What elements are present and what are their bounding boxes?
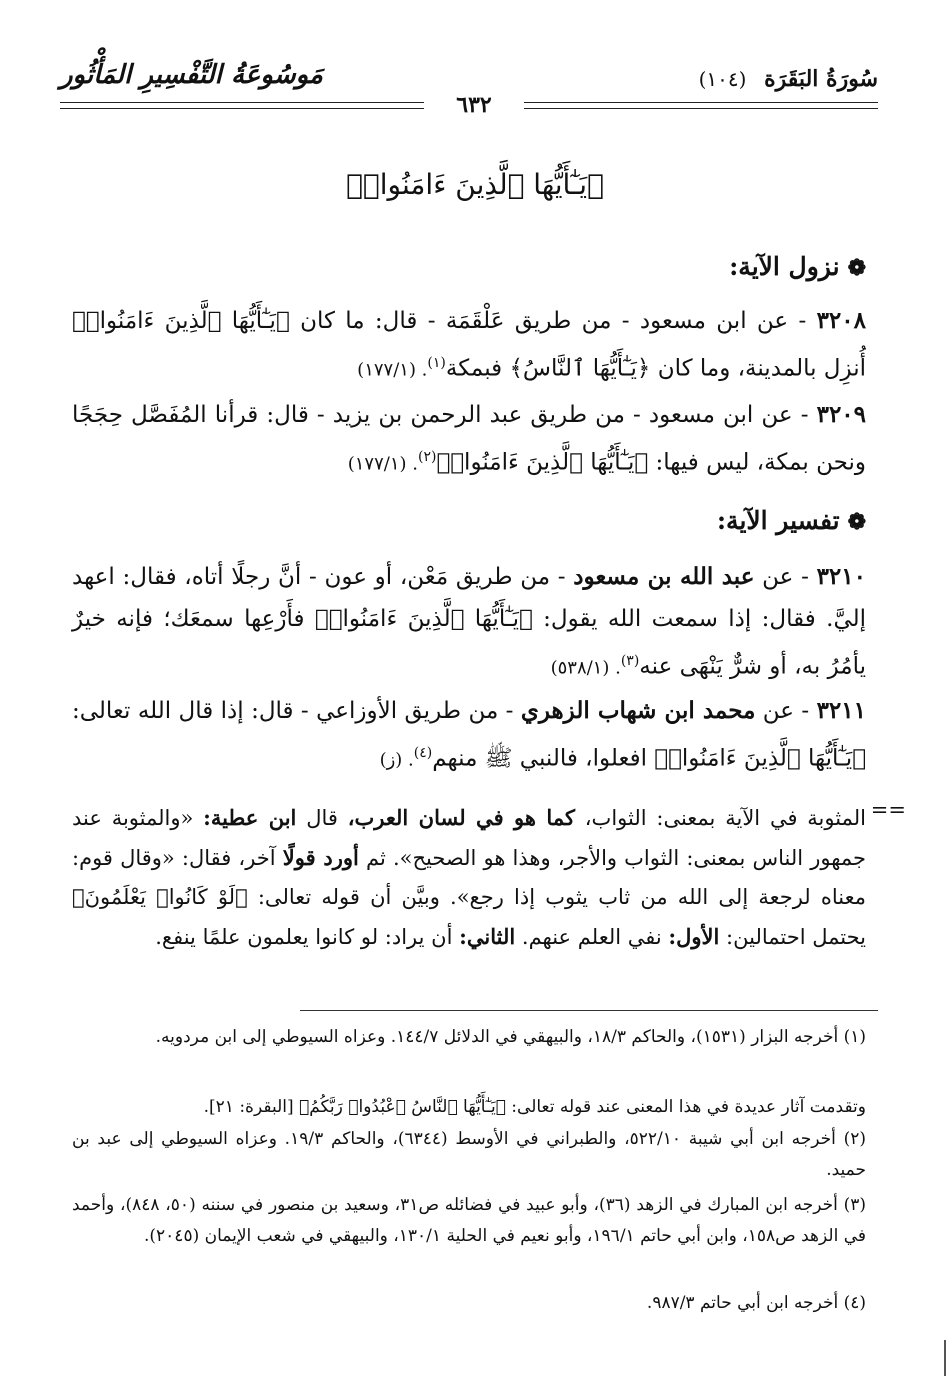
section-heading-nuzul bbox=[729, 252, 866, 281]
footnote-marker: (٤) bbox=[413, 745, 433, 761]
note-text: أن يراد: لو كانوا يعلمون علمًا ينفع. bbox=[155, 925, 453, 949]
footnote-1: (١) أخرجه البزار (١٥٣١)، والحاكم ١٨/٣، والبيهقي في الدلائل ١٤٤/٧. وعزاه السيوطي إلى ابن مردويه. bbox=[155, 1027, 866, 1047]
note-bold: كما هو في لسان العرب، bbox=[347, 805, 575, 830]
footnote-4: (٤) أخرجه ابن أبي حاتم ٩٨٧/٣. bbox=[646, 1293, 866, 1313]
quran-quote: ﴿يَـٰٓأَيُّهَا ٱلَّذِينَ ءَامَنُوا۟﴾ bbox=[436, 449, 649, 476]
entry-text: فبمكة bbox=[445, 355, 503, 382]
entry-3208 bbox=[72, 300, 866, 392]
footnote-marker: (٢) bbox=[417, 449, 437, 465]
quran-quote: ﴿يَـٰٓأَيُّهَا ٱلَّذِينَ ءَامَنُوا۟﴾ bbox=[654, 745, 866, 772]
section-heading-label: تفسير الآية: bbox=[716, 506, 840, 535]
entry-3210 bbox=[72, 556, 866, 690]
entry-text: فأَرْعِها سمعَك؛ فإنه خيرٌ يأمُرُ به، أو شرٌّ يَنْهَى عنه bbox=[72, 606, 866, 680]
note-bold: ابن عطية: bbox=[203, 805, 297, 830]
footnote-2: (٢) أخرجه ابن أبي شيبة ٥٢٢/١٠، والطبراني في الأوسط (٦٣٤٤)، والحاكم ١٩/٣. وعزاه السيوطي إلى عبد بن حميد. bbox=[72, 1129, 866, 1180]
volume-reference: . (ز) bbox=[379, 749, 414, 771]
flower-icon: ❁ bbox=[847, 509, 866, 535]
quran-quote: ﴿لَوْ كَانُوا۟ يَعْلَمُونَ﴾ bbox=[72, 885, 248, 909]
note-bold: أورد قولًا bbox=[282, 845, 359, 870]
footnote-text: [البقرة: ٢١]. bbox=[203, 1097, 294, 1117]
entry-text: - عن ابن مسعود - من طريق عَلْقَمَة - قال: ما كان bbox=[300, 308, 807, 334]
entry-text: - عن ابن مسعود - من طريق عبد الرحمن بن يزيد - قال: قرأنا المُفَصَّل حِجَجًا ونحن بمكة، ليس فيها: bbox=[72, 402, 866, 476]
volume-reference: . (١٧٧/١) bbox=[357, 359, 428, 381]
note-bold: الثاني: bbox=[459, 924, 516, 949]
entry-3211 bbox=[72, 690, 866, 782]
narrator-name: محمد ابن شهاب الزهري bbox=[520, 697, 756, 724]
entry-text: افعلوا، فالنبي ﷺ منهم bbox=[432, 745, 647, 772]
entry-text: أُنزِل بالمدينة، وما كان bbox=[657, 355, 866, 382]
continuation-mark: == bbox=[870, 798, 906, 822]
note-text: قال bbox=[306, 806, 338, 830]
entry-text: - من طريق الأوزاعي - قال: إذا قال الله تعالى: bbox=[72, 698, 514, 724]
page-number: ٦٣٢ bbox=[424, 90, 524, 120]
entry-text: - عن bbox=[762, 564, 809, 590]
note-text: آخر، فقال: «وقال قوم: معناه لرجعة إلى الله من ثاب يثوب إذا رجع». وبيَّن أن قوله تعالى: bbox=[72, 846, 866, 909]
entry-text: - عن bbox=[762, 698, 810, 724]
footnote-text: وتقدمت آثار عديدة في هذا المعنى عند قوله تعالى: bbox=[511, 1097, 866, 1117]
section-heading-tafsir bbox=[717, 506, 866, 535]
note-bold: الأول: bbox=[668, 924, 720, 949]
note-text: «والمثوبة عند جمهور الناس بمعنى: الثواب والأجر، وهذا هو الصحيح». ثم bbox=[72, 806, 866, 870]
footnote-separator bbox=[300, 1010, 878, 1011]
entry-number: ٣٢٠٨ bbox=[816, 307, 866, 334]
flower-icon: ❁ bbox=[847, 255, 866, 281]
entry-3209 bbox=[72, 394, 866, 486]
ayah-number: (١٠٤) bbox=[698, 67, 747, 91]
volume-reference: . (٥٣٨/١) bbox=[550, 657, 621, 679]
section-heading-label: نزول الآية: bbox=[729, 252, 840, 281]
verse-title: ﴿يَـٰٓأَيُّهَا ٱلَّذِينَ ءَامَنُوا۟﴾ bbox=[346, 168, 604, 201]
note-text: المثوبة في الآية بمعنى: الثواب، bbox=[584, 806, 866, 830]
footnote-marker: (٣) bbox=[620, 653, 640, 669]
entry-text: - من طريق مَعْن، أو عون - أنَّ رجلًا أتاه، فقال: اعهد إليَّ. فقال: إذا سمعت الله يقول: bbox=[72, 564, 867, 632]
footnote-marker: (١) bbox=[427, 355, 446, 371]
footnote-3: (٣) أخرجه ابن المبارك في الزهد (٣٦)، وأبو عبيد في فضائله ص٣١، وسعيد بن منصور في سننه (٥٠، ٨٤٨)، وأحمد في الزهد ص١٥٨، وابن أبي حاتم ١٩٦/١، وأبو نعيم في الحلية ١٣٠/١، والبيهقي في شعب الإيمان (٢٠٤٥). bbox=[72, 1195, 867, 1246]
entry-number: ٣٢١١ bbox=[816, 697, 866, 724]
quran-quote: ﴿يَـٰٓأَيُّهَا ٱلنَّاسُ﴾ bbox=[509, 355, 651, 382]
volume-reference: . (١٧٧/١) bbox=[347, 453, 418, 475]
surah-name: سُورَةُ البَقَرَة bbox=[764, 66, 878, 92]
quran-quote: ﴿يَـٰٓأَيُّهَا ٱلَّذِينَ ءَامَنُوا۟﴾ bbox=[314, 606, 533, 632]
page-edge-mark bbox=[944, 1340, 946, 1376]
entry-number: ٣٢١٠ bbox=[816, 563, 866, 590]
quran-quote: ﴿يَـٰٓأَيُّهَا ٱلَّذِينَ ءَامَنُوا۟﴾ bbox=[72, 308, 290, 334]
running-header-surah bbox=[699, 66, 878, 92]
note-text: نفي العلم عنهم. bbox=[521, 925, 662, 949]
narrator-name: عبد الله بن مسعود bbox=[573, 563, 755, 590]
running-header-book-title: مَوسُوعَةُ التَّفْسِيرِ المَأْثُور bbox=[60, 60, 323, 90]
footnote-1-addendum bbox=[72, 1092, 866, 1123]
entry-number: ٣٢٠٩ bbox=[816, 401, 867, 428]
note-text: يحتمل احتمالين: bbox=[726, 925, 866, 949]
continuation-note bbox=[72, 798, 866, 957]
quran-quote: ﴿يَـٰٓأَيُّهَا ٱلنَّاسُ ٱعْبُدُوا۟ رَبَّكُمُ﴾ bbox=[299, 1097, 506, 1117]
